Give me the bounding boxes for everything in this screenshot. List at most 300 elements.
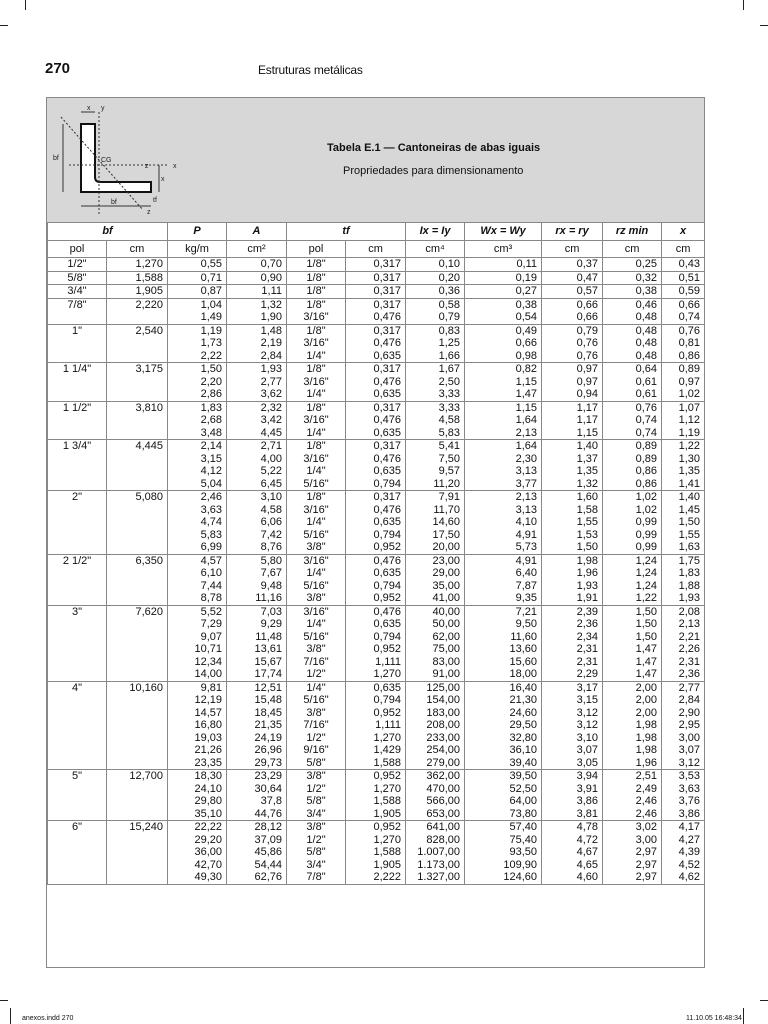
cell-value: 1,41 — [678, 477, 701, 490]
cell-value: 9,29 — [260, 618, 283, 630]
cell-x — [662, 821, 705, 885]
cell-i — [406, 681, 465, 770]
cell-value: 0,74 — [635, 414, 658, 426]
cell-value: 5/8" — [306, 756, 326, 769]
cell-value: 1,19 — [678, 426, 701, 439]
cell-value: 91,00 — [432, 668, 461, 680]
cell-x — [662, 491, 705, 555]
cell-p — [168, 258, 227, 272]
cell-value: 2,22 — [200, 349, 223, 362]
crop-mark — [760, 1000, 768, 1001]
cell-value: 21,30 — [509, 694, 538, 706]
diagram-label: CG — [101, 157, 112, 164]
cell-value: 11,16 — [255, 592, 283, 604]
cell-value: 28,12 — [254, 821, 283, 833]
cell-value: 2,84 — [678, 694, 701, 706]
cell-value: 35,00 — [432, 579, 461, 592]
cell-rz — [603, 491, 662, 555]
cell-bf-pol: 1" — [48, 324, 107, 363]
cell-value: 7,87 — [515, 579, 538, 592]
cell-value: 1,270 — [373, 731, 402, 744]
cell-i — [406, 258, 465, 272]
cell-p — [168, 821, 227, 885]
cell-value: 3,02 — [635, 821, 658, 833]
table-row — [48, 285, 705, 299]
cell-rz — [603, 821, 662, 885]
cell-value: 16,40 — [509, 681, 538, 694]
cell-value: 1,15 — [576, 426, 599, 439]
cell-value: 1/8" — [306, 271, 326, 284]
cell-a — [227, 605, 287, 681]
cell-value: 11,60 — [510, 630, 538, 643]
cell-i — [406, 271, 465, 285]
cell-value: 73,80 — [509, 807, 538, 820]
cell-value: 4,67 — [576, 846, 599, 858]
cell-value: 2,49 — [635, 782, 658, 795]
cell-w — [465, 440, 542, 491]
col-symbol-tf: tf — [287, 223, 406, 241]
cell-value: 0,37 — [576, 258, 599, 270]
cell-r — [542, 605, 603, 681]
cell-value: 1,64 — [515, 440, 538, 452]
cell-value: 1/4" — [306, 618, 326, 630]
cell-value: 0,635 — [373, 516, 402, 528]
cell-value: 0,48 — [635, 337, 658, 349]
cell-w — [465, 285, 542, 299]
cell-value: 0,49 — [515, 324, 538, 337]
cell-rz — [603, 298, 662, 324]
cell-value: 1,905 — [373, 807, 402, 820]
cell-value: 1,24 — [635, 554, 658, 567]
cell-value: 1,66 — [438, 349, 461, 362]
cell-value: 0,952 — [373, 821, 402, 833]
cell-value: 0,99 — [635, 528, 658, 541]
cell-tpol — [287, 770, 346, 821]
cell-value: 0,43 — [678, 258, 701, 270]
cell-value: 0,61 — [635, 375, 658, 388]
cell-tcm — [346, 440, 406, 491]
cell-value: 2,77 — [260, 375, 283, 388]
cell-value: 3/4" — [306, 858, 326, 871]
cell-w — [465, 271, 542, 285]
cell-value: 0,476 — [373, 452, 402, 465]
cell-value: 0,55 — [200, 258, 223, 270]
cell-value: 1,588 — [373, 756, 402, 769]
cell-a — [227, 298, 287, 324]
cell-i — [406, 605, 465, 681]
cell-value: 1/2" — [306, 782, 326, 795]
unit-cell: cm — [542, 241, 603, 258]
col-symbol-x: x — [662, 223, 705, 241]
crop-mark — [743, 0, 744, 10]
cell-bf-pol: 3/4" — [48, 285, 107, 299]
cell-tcm — [346, 770, 406, 821]
cell-value: 6,10 — [200, 567, 223, 579]
cell-value: 1,90 — [260, 311, 283, 323]
cell-value: 0,10 — [438, 258, 461, 270]
cell-value: 2,13 — [515, 426, 538, 439]
cell-value: 14,00 — [194, 668, 223, 680]
cell-value: 3/8" — [306, 770, 326, 782]
cell-value: 14,57 — [194, 706, 223, 719]
cell-value: 1,98 — [635, 744, 658, 756]
cell-value: 0,58 — [438, 298, 461, 311]
cell-i — [406, 821, 465, 885]
cell-value: 2,46 — [635, 807, 658, 820]
cell-value: 7/16" — [303, 719, 329, 731]
symbol-header-row — [48, 223, 705, 241]
cell-w — [465, 258, 542, 272]
unit-cell: cm³ — [465, 241, 542, 258]
cell-value: 3,53 — [678, 770, 701, 782]
cell-value: 0,794 — [373, 528, 402, 541]
cell-bf-cm: 1,270 — [107, 258, 168, 272]
cell-value: 36,10 — [509, 744, 538, 756]
cell-value: 124,60 — [503, 871, 538, 883]
col-symbol-bf: bf — [48, 223, 168, 241]
cell-value: 5,80 — [260, 554, 283, 567]
cell-value: 6,40 — [515, 567, 538, 579]
cell-value: 0,89 — [635, 440, 658, 452]
cell-tpol — [287, 401, 346, 440]
cell-value: 1,11 — [261, 285, 283, 297]
footer-file-info: anexos.indd 270 — [22, 1015, 74, 1022]
col-symbol-wx: Wx = Wy — [465, 223, 542, 241]
cell-value: 1,24 — [635, 567, 658, 579]
cell-value: 1/2" — [306, 668, 326, 680]
cell-value: 1,07 — [678, 401, 701, 414]
diagram-label: x — [87, 105, 91, 112]
cell-value: 0,317 — [373, 285, 402, 297]
cell-tcm — [346, 298, 406, 324]
cell-value: 9,57 — [438, 465, 461, 477]
cell-value: 1,67 — [438, 363, 461, 375]
cell-value: 1,50 — [635, 630, 658, 643]
cell-value: 0,794 — [373, 694, 402, 706]
cell-value: 1/8" — [306, 324, 326, 337]
cell-value: 1,64 — [515, 414, 538, 426]
cell-value: 2,50 — [438, 375, 461, 388]
cell-value: 0,635 — [373, 681, 402, 694]
cell-value: 7,67 — [260, 567, 283, 579]
diagram-label: tf — [153, 197, 157, 204]
cell-value: 5,41 — [438, 440, 461, 452]
cell-value: 1/8" — [306, 258, 326, 270]
cell-value: 3/16" — [303, 375, 329, 388]
cell-value: 24,60 — [509, 706, 538, 719]
cell-value: 3,48 — [200, 426, 223, 439]
cell-value: 1,15 — [515, 401, 538, 414]
cell-value: 1,32 — [576, 477, 599, 490]
cell-value: 3,12 — [576, 706, 599, 719]
cell-value: 0,66 — [678, 298, 701, 311]
cell-value: 37,09 — [254, 833, 283, 846]
cell-value: 50,00 — [432, 618, 461, 630]
cell-value: 12,51 — [254, 681, 283, 694]
cell-value: 2,14 — [200, 440, 223, 452]
cell-value: 2,39 — [576, 605, 599, 618]
cell-value: 4,57 — [200, 554, 223, 567]
cell-value: 2,21 — [678, 630, 701, 643]
cell-value: 1,55 — [678, 528, 701, 541]
cell-value: 14,60 — [432, 516, 461, 528]
crop-mark — [0, 25, 8, 26]
cell-value: 3,62 — [260, 388, 283, 400]
cell-value: 1,37 — [576, 452, 599, 465]
cell-p — [168, 363, 227, 402]
cell-r — [542, 440, 603, 491]
cell-value: 17,50 — [432, 528, 461, 541]
cell-value: 1,35 — [576, 465, 599, 477]
cell-value: 4,78 — [576, 821, 599, 833]
cell-value: 1,22 — [678, 440, 701, 452]
crop-mark — [743, 1008, 744, 1024]
cell-bf-pol: 5" — [48, 770, 107, 821]
cell-value: 15,60 — [509, 655, 538, 668]
cell-tpol — [287, 681, 346, 770]
cell-value: 20,00 — [432, 541, 461, 553]
cell-value: 1,02 — [678, 388, 701, 400]
cell-bf-cm: 1,588 — [107, 271, 168, 285]
cell-bf-cm: 3,810 — [107, 401, 168, 440]
cell-value: 0,317 — [373, 363, 402, 375]
cell-bf-cm: 2,220 — [107, 298, 168, 324]
cell-value: 1,111 — [375, 655, 402, 668]
cell-value: 4,72 — [576, 833, 599, 846]
cell-value: 0,83 — [438, 324, 461, 337]
cell-value: 9,50 — [515, 618, 538, 630]
cell-i — [406, 363, 465, 402]
col-symbol-a: A — [227, 223, 287, 241]
cell-tcm — [346, 605, 406, 681]
cell-value: 0,47 — [576, 271, 599, 284]
cell-value: 0,89 — [635, 452, 658, 465]
cell-bf-cm: 10,160 — [107, 681, 168, 770]
cell-value: 2,08 — [678, 605, 701, 618]
cell-value: 1,58 — [576, 503, 599, 516]
cell-value: 1.327,00 — [417, 871, 461, 883]
cell-value: 0,99 — [635, 541, 658, 553]
cell-value: 5,83 — [438, 426, 461, 439]
cell-tpol — [287, 285, 346, 299]
cell-value: 1,111 — [375, 719, 402, 731]
table-row — [48, 401, 705, 440]
cell-value: 0,32 — [635, 271, 658, 284]
book-title: Estruturas metálicas — [258, 63, 363, 77]
cell-value: 1,47 — [635, 668, 658, 680]
cell-value: 39,40 — [509, 756, 538, 769]
cell-value: 1,53 — [576, 528, 599, 541]
cell-value: 22,22 — [194, 821, 223, 833]
cell-value: 0,952 — [373, 541, 402, 553]
cell-value: 1,588 — [373, 846, 402, 858]
cell-value: 0,86 — [678, 349, 701, 362]
cell-value: 0,76 — [678, 324, 701, 337]
cell-tcm — [346, 271, 406, 285]
cell-value: 18,30 — [194, 770, 223, 782]
cell-value: 2,77 — [678, 681, 701, 694]
cell-value: 3/16" — [303, 452, 329, 465]
cell-value: 3,12 — [678, 756, 701, 769]
cell-tpol — [287, 554, 346, 605]
cell-value: 2,97 — [635, 858, 658, 871]
cell-value: 2,32 — [260, 401, 283, 414]
cell-value: 1/2" — [306, 731, 326, 744]
cell-value: 5,73 — [515, 541, 538, 553]
cell-value: 1/2" — [306, 833, 326, 846]
cell-value: 1,47 — [515, 388, 538, 400]
cell-value: 24,19 — [254, 731, 283, 744]
cell-value: 3/8" — [306, 821, 326, 833]
cell-tpol — [287, 491, 346, 555]
cell-value: 3,63 — [200, 503, 223, 516]
cell-value: 4,17 — [678, 821, 701, 833]
cell-value: 0,76 — [576, 349, 599, 362]
cell-bf-pol: 1/2" — [48, 258, 107, 272]
cell-value: 49,30 — [194, 871, 223, 883]
cell-value: 0,794 — [373, 579, 402, 592]
cell-value: 2,00 — [635, 706, 658, 719]
unit-header-row — [48, 241, 705, 258]
cell-value: 15,67 — [254, 655, 283, 668]
cell-tcm — [346, 363, 406, 402]
cell-value: 29,80 — [194, 795, 223, 807]
cell-value: 2,71 — [260, 440, 283, 452]
cell-a — [227, 554, 287, 605]
cell-value: 21,26 — [194, 744, 223, 756]
cell-tpol — [287, 605, 346, 681]
cell-a — [227, 271, 287, 285]
unit-cell: cm — [107, 241, 168, 258]
cell-rz — [603, 401, 662, 440]
cell-tpol — [287, 363, 346, 402]
cell-value: 2,34 — [576, 630, 599, 643]
cell-value: 1/8" — [306, 285, 326, 297]
cell-value: 0,11 — [516, 258, 538, 270]
diagram-label: x — [161, 176, 165, 183]
cell-value: 1,50 — [635, 605, 658, 618]
cell-a — [227, 440, 287, 491]
cell-value: 1,40 — [576, 440, 599, 452]
cell-value: 2,46 — [635, 795, 658, 807]
cell-tpol — [287, 440, 346, 491]
cell-value: 11,20 — [433, 477, 461, 490]
cell-p — [168, 770, 227, 821]
cell-value: 3,15 — [200, 452, 223, 465]
cell-value: 3,77 — [515, 477, 538, 490]
crop-mark — [25, 0, 26, 10]
table-title: Tabela E.1 — Cantoneiras de abas iguais — [327, 142, 541, 154]
cell-value: 7,42 — [260, 528, 283, 541]
cell-a — [227, 324, 287, 363]
cell-x — [662, 554, 705, 605]
cell-value: 1,88 — [678, 579, 701, 592]
cell-value: 6,06 — [260, 516, 283, 528]
cell-value: 3,17 — [576, 681, 599, 694]
cell-value: 1,96 — [635, 756, 658, 769]
diagram-label: bf — [111, 199, 117, 206]
cell-value: 0,76 — [635, 401, 658, 414]
cell-value: 3/16" — [303, 605, 329, 618]
cell-w — [465, 363, 542, 402]
cell-rz — [603, 554, 662, 605]
table-row — [48, 605, 705, 681]
cell-value: 4,52 — [678, 858, 701, 871]
cell-value: 1,270 — [373, 668, 402, 680]
cell-value: 0,79 — [438, 311, 461, 323]
cell-value: 0,59 — [678, 285, 701, 297]
cell-i — [406, 554, 465, 605]
cell-bf-cm: 15,240 — [107, 821, 168, 885]
cell-value: 1,55 — [576, 516, 599, 528]
cell-value: 5/16" — [303, 528, 329, 541]
cell-value: 4,45 — [260, 426, 283, 439]
table-row — [48, 324, 705, 363]
cell-value: 0,476 — [373, 337, 402, 349]
crop-mark — [10, 1008, 11, 1024]
cell-value: 362,00 — [426, 770, 461, 782]
cell-value: 0,81 — [678, 337, 701, 349]
cell-value: 0,25 — [635, 258, 658, 270]
cell-value: 3/8" — [306, 541, 326, 553]
cell-value: 15,48 — [254, 694, 283, 706]
cell-value: 0,87 — [200, 285, 223, 297]
cell-value: 0,635 — [373, 618, 402, 630]
cell-value: 1/8" — [306, 491, 326, 503]
cell-value: 1,17 — [576, 414, 599, 426]
cell-value: 3/16" — [303, 554, 329, 567]
cell-bf-cm: 7,620 — [107, 605, 168, 681]
cell-value: 2,36 — [678, 668, 701, 680]
cell-value: 1,32 — [260, 298, 283, 311]
cell-value: 1,04 — [200, 298, 223, 311]
cell-w — [465, 298, 542, 324]
cell-tcm — [346, 491, 406, 555]
cell-rz — [603, 363, 662, 402]
cell-value: 36,00 — [194, 846, 223, 858]
cell-value: 2,00 — [635, 681, 658, 694]
cell-i — [406, 401, 465, 440]
cell-value: 29,00 — [432, 567, 461, 579]
cell-bf-cm: 5,080 — [107, 491, 168, 555]
cell-bf-pol: 1 1/4" — [48, 363, 107, 402]
table-caption-area — [47, 98, 704, 223]
cell-value: 18,45 — [254, 706, 283, 719]
cell-value: 6,99 — [200, 541, 223, 553]
cell-value: 4,74 — [200, 516, 223, 528]
cell-value: 0,476 — [373, 311, 402, 323]
cell-value: 1/4" — [306, 388, 326, 400]
cell-value: 2,20 — [200, 375, 223, 388]
cell-value: 7/16" — [303, 655, 329, 668]
cell-value: 52,50 — [509, 782, 538, 795]
cell-value: 9,35 — [515, 592, 538, 604]
cell-value: 1,17 — [576, 401, 599, 414]
unit-cell: pol — [287, 241, 346, 258]
cell-value: 3,33 — [438, 388, 461, 400]
cell-value: 23,29 — [254, 770, 283, 782]
cell-value: 11,48 — [255, 630, 283, 643]
cell-value: 2,90 — [678, 706, 701, 719]
cell-r — [542, 285, 603, 299]
cell-value: 0,76 — [576, 337, 599, 349]
cell-value: 3,07 — [576, 744, 599, 756]
crop-mark — [0, 1000, 8, 1001]
col-symbol-ix: Ix = Iy — [406, 223, 465, 241]
cell-value: 37,8 — [260, 795, 283, 807]
unit-cell: cm — [603, 241, 662, 258]
cell-bf-cm: 1,905 — [107, 285, 168, 299]
